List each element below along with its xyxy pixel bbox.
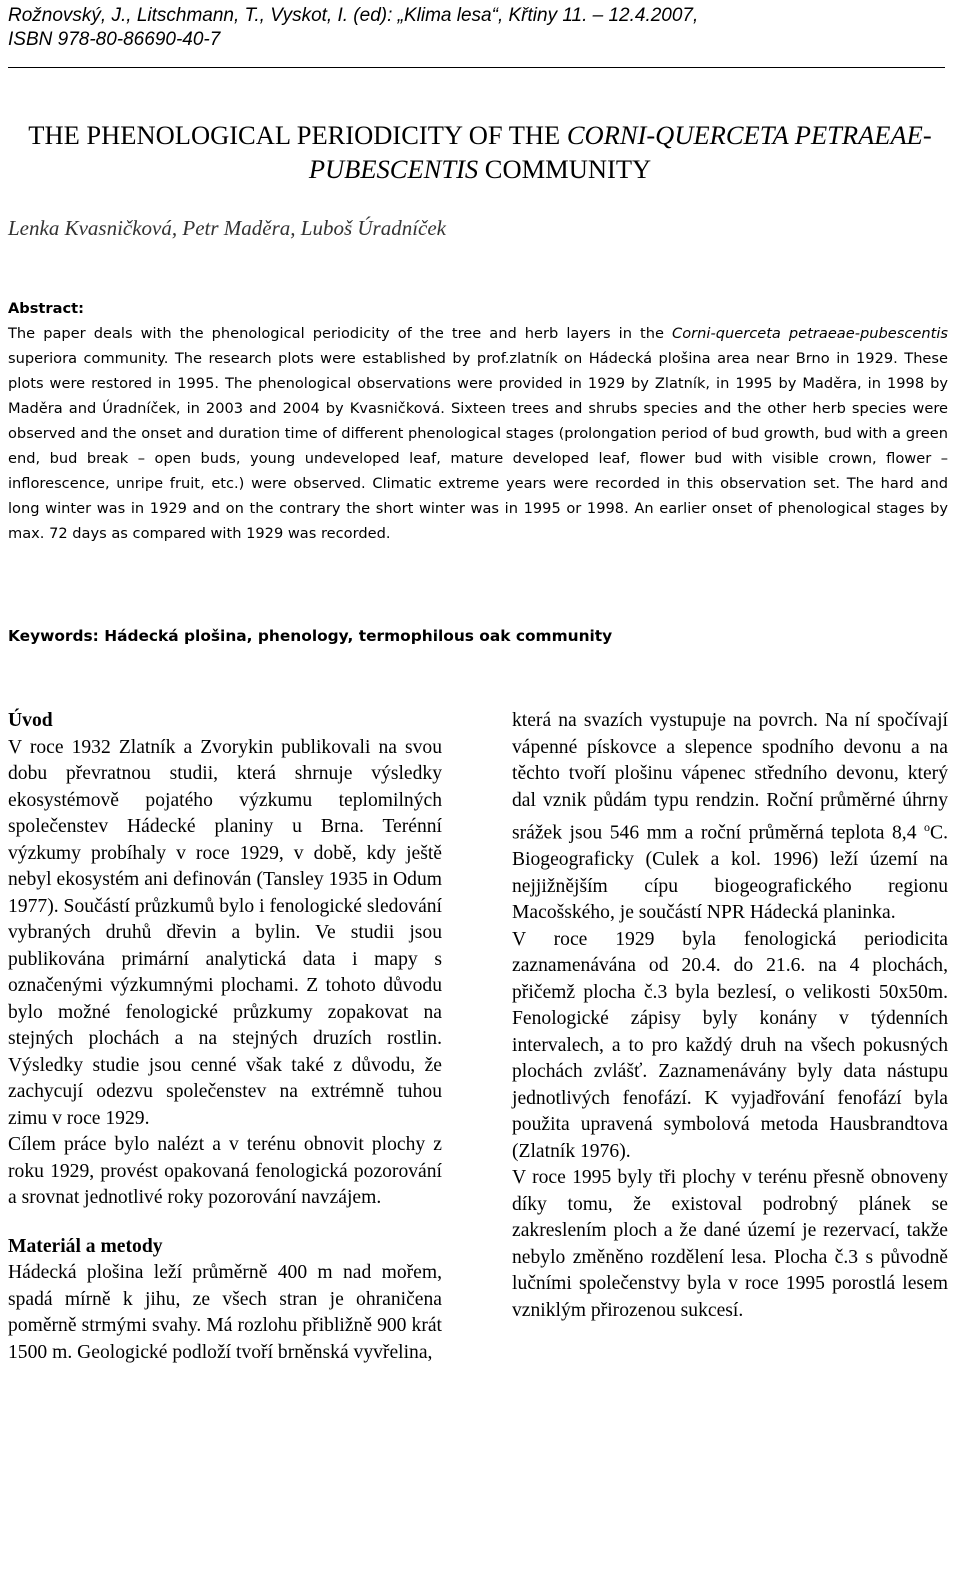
- abstract-italic: Corni-querceta petraeae-pubescentis: [672, 325, 948, 342]
- keywords: [8, 624, 612, 648]
- citation-isbn: ISBN 978-80-86690-40-7: [8, 29, 221, 50]
- paragraph-site-part-1: která na svazích vystupuje na povrch. Na ní spočívají vápenné pískovce a slepence spodního devonu a na těchto tvoří plošinu vápenec středního devonu, který dal vznik půdám typu rendzin. Roční průměrné úhrny srážek jsou 546 mm a roční průměrná teplota 8,4: [512, 710, 948, 844]
- citation-header: [8, 4, 698, 52]
- right-column: [512, 708, 948, 1324]
- header-rule: [8, 67, 945, 68]
- paragraph-1929: V roce 1929 byla fenologická periodicita zaznamenávána od 20.4. do 21.6. na 4 plochách, přičemž plocha č.3 byla bezlesí, o velikosti 50x50m. Fenologické zápisy byly konány v týdenních intervalech, a to pro každý druh na všech pokusných plochách zvlášť. Zaznamenávány byly data nástupu jednotlivých fenofází. K vyjadřování fenofází byla použita upravená symbolová metoda Hausbrandtova (Zlatník 1976).: [512, 928, 948, 1162]
- citation-line-1: Rožnovský, J., Litschmann, T., Vyskot, I. (ed): „Klima lesa“, Křtiny 11. – 12.4.2007,: [8, 5, 699, 26]
- paragraph-site: [512, 708, 948, 927]
- keywords-text: Hádecká plošina, phenology, termophilous oak community: [104, 627, 613, 645]
- paragraph-1995: V roce 1995 byly tři plochy v terénu přesně obnoveny díky tomu, že existoval podrobný plánek se zakreslením ploch a že dané území je rezervací, takže nebylo změněno rozdělení lesa. Plocha č.3 s původně lučními společenstvy byla v roce 1995 porostlá lesem vzniklým přirozenou sukcesí.: [512, 1167, 948, 1321]
- title-part-2-italic: CORNI-QUERCETA PETRAEAE-PUBESCENTIS: [308, 120, 932, 184]
- paragraph-methods: Hádecká plošina leží průměrně 400 m nad mořem, spadá mírně k jihu, ze všech stran je ohraničena poměrně strmými svahy. Má rozlohu přibližně 900 krát 1500 m. Geologické podloží tvoří brněnská vyvřelina,: [8, 1262, 442, 1363]
- paragraph-aim: Cílem práce bylo nalézt a v terénu obnovit plochy z roku 1929, provést opakovaná fenologická pozorování a srovnat jednotlivé roky pozorování navzájem.: [8, 1134, 442, 1208]
- abstract: [8, 296, 948, 546]
- paper-title: [20, 118, 940, 186]
- left-column: [8, 708, 442, 1366]
- degree-sign: o: [924, 820, 931, 834]
- authors: Lenka Kvasničková, Petr Maděra, Luboš Úradníček: [8, 216, 446, 240]
- title-part-3: COMMUNITY: [484, 154, 652, 184]
- abstract-label: Abstract:: [8, 300, 84, 317]
- title-part-1: THE PHENOLOGICAL PERIODICITY OF THE: [28, 120, 561, 150]
- keywords-label: Keywords:: [8, 627, 99, 645]
- paragraph-site-part-2: C. Biogeograficky (Culek a kol. 1996) leží území na nejjižnějším cípu biogeografického regionu Macošského, je součástí NPR Hádecká planinka.: [512, 822, 948, 924]
- paragraph-intro: V roce 1932 Zlatník a Zvorykin publikovali na svou dobu převratnou studii, která shrnuje výsledky ekosystémově pojatého výzkumu teplomilných společenstev Hádecké planiny u Brna. Terénní výzkumy probíhaly v roce 1929, v době, kdy ještě nebyl ekosystém ani definován (Tansley 1935 in Odum 1977). Součástí průzkumů bylo i fenologické sledování vybraných druhů dřevin a bylin. Ve studii jsou publikována primární analytická data i mapy s označenými výzkumnými plochami. Z tohoto důvodu bylo možné fenologické průzkumy zopakovat na stejných plochách a na stejných druzích rostlin. Výsledky studie jsou cenné však také z důvodu, že zachycují odezvu společenstev na extrémně tuhou zimu v roce 1929.: [8, 736, 442, 1129]
- section-heading-methods: Materiál a metody: [8, 1235, 163, 1257]
- abstract-text-1: The paper deals with the phenological periodicity of the tree and herb layers in the: [8, 325, 664, 342]
- section-heading-uvod: Úvod: [8, 710, 53, 731]
- section-gap: [8, 1212, 442, 1234]
- abstract-text-2: superiora community. The research plots were established by prof.zlatník on Hádecká plošina area near Brno in 1929. These plots were restored in 1995. The phenological observations were provided in 1929 by Zlatník, in 1995 by Maděra, in 1998 by Maděra and Úradníček, in 2003 and 2004 by Kvasničková. Sixteen trees and shrubs species and the other herb species were observed and the onset and duration time of different phenological stages (prolongation period of bud growth, bud with a green end, bud break – open buds, young undeveloped leaf, mature developed leaf, flower bud with visible crown, flower – inflorescence, unripe fruit, etc.) were observed. Climatic extreme years were recorded in this observation set. The hard and long winter was in 1929 and on the contrary the short winter was in 1995 or 1998. An earlier onset of phenological stages by max. 72 days as compared with 1929 was recorded.: [8, 350, 948, 542]
